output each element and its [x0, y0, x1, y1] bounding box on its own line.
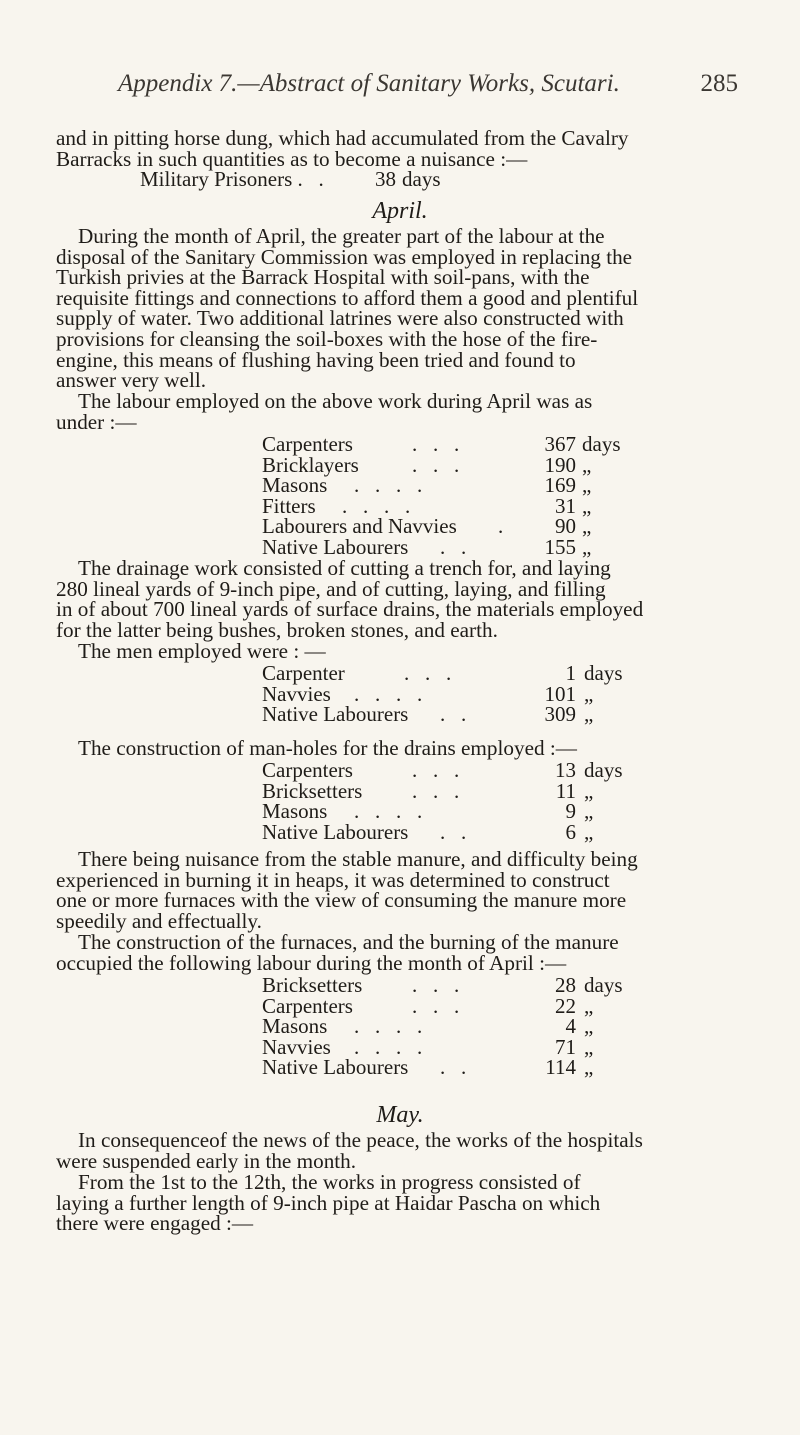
row-unit: „ — [582, 452, 592, 477]
row-name: Masons — [262, 473, 328, 498]
row-qty: 9 — [565, 799, 576, 824]
row-unit: „ — [584, 1014, 594, 1039]
text-line: From the 1st to the 12th, the works in progress consisted of — [78, 1170, 581, 1194]
text-line: 280 lineal yards of 9-inch pipe, and of cutting, laying, and filling — [56, 576, 606, 601]
row-name: Masons — [262, 1014, 328, 1039]
running-title: Appendix 7.—Abstract of Sanitary Works, Scutari. — [118, 70, 620, 97]
text-line: disposal of the Sanitary Commission was employed in replacing the — [56, 244, 633, 269]
row-name: Native Labourers — [262, 534, 409, 559]
row-qty: 4 — [565, 1014, 576, 1039]
text-line: and in pitting horse dung, which had accumulated from the Cavalry — [56, 126, 629, 150]
row-name: Native Labourers — [262, 702, 409, 727]
text-line: occupied the following labour during the month of April :— — [56, 950, 567, 975]
text-line: The labour employed on the above work during April was as — [78, 389, 593, 413]
row-unit: „ — [582, 514, 592, 539]
row-unit: „ — [584, 819, 594, 844]
row-name: Navvies — [262, 681, 331, 706]
text-line: provisions for cleansing the soil-boxes with the hose of the fire- — [56, 326, 598, 351]
april-paragraph-5 — [56, 738, 746, 759]
april-paragraph-7 — [56, 932, 746, 973]
text-line: answer very well. — [56, 368, 207, 393]
text-line: The men employed were : — — [78, 639, 326, 663]
april-paragraph-3 — [56, 558, 746, 640]
text-line: speedily and effectually. — [56, 908, 262, 933]
row-qty: 169 — [544, 473, 576, 498]
text-line: in of about 700 lineal yards of surface drains, the materials employed — [56, 597, 644, 622]
row-unit: „ — [584, 778, 594, 803]
row-name: Bricklayers — [262, 452, 359, 477]
text-line: were suspended early in the month. — [56, 1148, 357, 1173]
page-number: 285 — [700, 70, 738, 97]
row-qty: 13 — [555, 758, 576, 782]
row-qty: 11 — [555, 778, 576, 803]
text-line: The construction of man-holes for the drains employed :— — [78, 736, 577, 760]
row-qty: 90 — [555, 514, 576, 539]
text-line: one or more furnaces with the view of consuming the manure more — [56, 888, 627, 913]
row-name: Carpenter — [262, 661, 345, 685]
april-heading: April. — [372, 198, 428, 224]
military-prisoners-entry: Military Prisoners . . 38 days — [140, 167, 441, 191]
row-name: Native Labourers — [262, 1055, 409, 1080]
row-qty: 190 — [544, 452, 576, 477]
row-qty: 367 — [544, 432, 576, 456]
april-paragraph-2 — [56, 391, 746, 432]
row-name: Bricksetters — [262, 973, 363, 997]
row-name: Fitters — [262, 493, 316, 518]
row-unit: „ — [582, 473, 592, 498]
row-unit: days — [582, 432, 621, 456]
april-paragraph-4 — [56, 641, 746, 662]
row-unit: „ — [584, 702, 594, 727]
row-qty: 309 — [544, 702, 576, 727]
text-line: Turkish privies at the Barrack Hospital with soil-pans, with the — [56, 265, 590, 290]
may-paragraph-2 — [56, 1172, 746, 1234]
row-unit: „ — [584, 1055, 594, 1080]
april-paragraph-1 — [56, 226, 746, 391]
row-unit: „ — [584, 681, 594, 706]
row-qty: 22 — [555, 993, 576, 1018]
text-line: The construction of the furnaces, and the burning of the manure — [78, 930, 619, 954]
text-line: laying a further length of 9-inch pipe at Haidar Pascha on which — [56, 1190, 601, 1215]
row-qty: 1 — [565, 661, 576, 685]
row-qty: 6 — [565, 819, 576, 844]
row-unit: days — [584, 973, 623, 997]
row-name: Carpenters — [262, 432, 353, 456]
running-header — [118, 70, 738, 98]
entry-name: Military Prisoners — [140, 167, 293, 191]
row-qty: 101 — [544, 681, 576, 706]
row-name: Labourers and Navvies — [262, 514, 457, 539]
row-unit: „ — [584, 799, 594, 824]
text-line: under :— — [56, 409, 137, 434]
row-unit: „ — [584, 993, 594, 1018]
row-unit: days — [584, 758, 623, 782]
may-heading: May. — [376, 1102, 424, 1128]
text-line: experienced in burning it in heaps, it was determined to construct — [56, 867, 610, 892]
may-paragraph-1 — [56, 1130, 746, 1171]
row-unit: „ — [582, 534, 592, 559]
row-name: Carpenters — [262, 758, 353, 782]
text-line: During the month of April, the greater part of the labour at the — [78, 224, 605, 248]
text-line: The drainage work consisted of cutting a trench for, and laying — [78, 556, 611, 580]
intro-paragraph — [56, 128, 746, 169]
row-qty: 31 — [555, 493, 576, 518]
text-line: In consequenceof the news of the peace, the works of the hospitals — [78, 1128, 643, 1152]
april-paragraph-6 — [56, 849, 746, 931]
row-name: Masons — [262, 799, 328, 824]
entry-unit: days — [402, 167, 441, 191]
row-qty: 155 — [544, 534, 576, 559]
row-qty: 71 — [555, 1034, 576, 1059]
text-line: requisite fittings and connections to afford them a good and plentiful — [56, 285, 639, 310]
text-line: there were engaged :— — [56, 1211, 254, 1236]
entry-qty: 38 — [375, 167, 396, 191]
row-name: Native Labourers — [262, 819, 409, 844]
row-unit: „ — [584, 1034, 594, 1059]
row-qty: 114 — [545, 1055, 576, 1080]
row-unit: days — [584, 661, 623, 685]
row-name: Carpenters — [262, 993, 353, 1018]
row-unit: „ — [582, 493, 592, 518]
row-name: Navvies — [262, 1034, 331, 1059]
text-line: Barracks in such quantities as to become a nuisance :— — [56, 146, 528, 171]
text-line: There being nuisance from the stable manure, and difficulty being — [78, 847, 638, 871]
text-line: engine, this means of flushing having been tried and found to — [56, 347, 576, 372]
row-name: Bricksetters — [262, 778, 363, 803]
text-line: supply of water. Two additional latrines were also constructed with — [56, 306, 624, 331]
row-qty: 28 — [555, 973, 576, 997]
text-line: for the latter being bushes, broken stones, and earth. — [56, 617, 498, 642]
